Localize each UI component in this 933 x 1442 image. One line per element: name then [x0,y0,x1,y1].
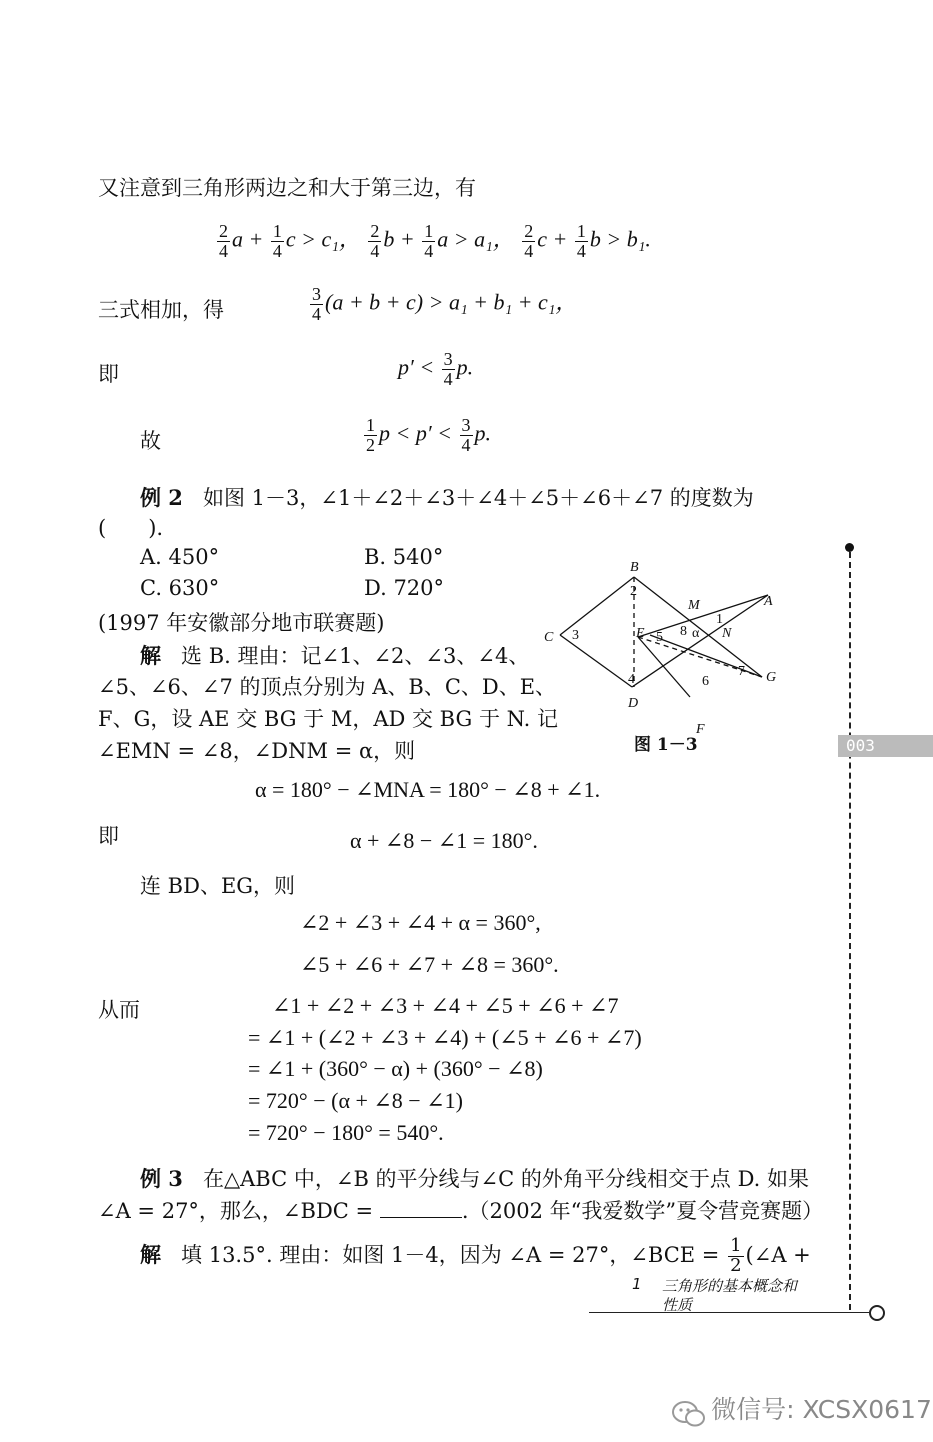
wechat-icon [672,1400,706,1428]
angle-label: 6 [702,674,709,689]
angle-label: 7 [738,664,745,679]
fraction: $\frac{1}{4}$ [576,221,586,261]
point-label: C [544,630,554,645]
equation: = 720° − 180° = 540°. [248,1120,444,1145]
solution-3: 解 填 13.5°. 理由：如图 1－4，因为 ∠A = 27°，∠BCE = $\frac{1}{2}$ (∠A + [140,1235,811,1276]
equation: = ∠1 + (360° − α) + (360° − ∠8) [248,1056,543,1081]
point-label: A [764,594,773,609]
point-label: N [722,626,732,641]
point-label: E [636,626,645,641]
text-line: 三式相加，得 [98,298,224,322]
example-title: 例 2 [140,485,183,510]
text-line: 即 [98,824,119,848]
answer-blank [380,1199,462,1218]
example-2 [140,482,754,512]
angle-label: 5 [656,630,663,645]
footer-ring-icon [869,1305,885,1321]
fraction: $\frac{1}{4}$ [424,221,434,261]
option-a: A. 450° [140,545,220,569]
equation: ∠5 + ∠6 + ∠7 + ∠8 = 360°. [300,952,559,977]
equation: $\frac{1}{2}$ p < p′ < $\frac{3}{4}$ p. [366,415,492,455]
equation: = 720° − (α + ∠8 − ∠1) [248,1088,463,1113]
angle-label: 2 [630,584,637,599]
fraction: $\frac{2}{4}$ [524,221,534,261]
equation: $\frac{3}{4}$ (a + b + c) > a₁ + b₁ + c₁， [312,284,578,324]
text-line: 从而 [98,998,140,1022]
angle-label: 8 [680,624,687,639]
angle-label: 1 [716,612,723,627]
point-label: D [628,696,639,711]
figure-1-3 [540,555,790,755]
example-text: 如图 1－3，∠1＋∠2＋∠3＋∠4＋∠5＋∠6＋∠7 的度数为 [202,486,754,510]
figure-caption: 图 1－3 [634,735,698,755]
page-number-tab [838,735,933,757]
inequality-row: $\frac{2}{4}$ a + $\frac{1}{4}$ c > c₁， $\frac{2}{4}$ b + $\frac{1}{4}$ a > a₁， $\frac{2}{4}$ c + $\frac{1}{4}$ b > b₁. [219,221,651,261]
equation: α = 180° − ∠MNA = 180° − ∠8 + ∠1. [255,777,601,802]
fraction: $\frac{2}{4}$ [219,221,228,261]
watermark [672,1390,932,1428]
text-line: 故 [140,429,161,453]
solution-line: ∠5、∠6、∠7 的顶点分别为 A、B、C、D、E、 [98,675,557,699]
text-line: 连 BD、EG，则 [140,874,296,898]
page-number: 003 [846,736,875,755]
option-c: C. 630° [140,576,220,600]
point-label: B [630,560,639,575]
answer-paren: ( ). [98,516,164,540]
footer-chapter-num: 1 [632,1275,642,1293]
angle-label: 3 [572,628,579,643]
margin-dashed-line [849,552,851,1310]
example-3-line2: ∠A = 27°，那么，∠BDC = .（2002 年“我爱数学”夏令营竞赛题） [98,1199,824,1223]
margin-dot [845,543,854,552]
angle-label: 4 [628,672,635,687]
option-d: D. 720° [364,576,445,600]
solution-line: 解 选 B. 理由：记∠1、∠2、∠3、∠4、 [140,643,530,668]
text-line: 即 [98,362,119,386]
example-3: 例 3 在△ABC 中，∠B 的平分线与∠C 的外角平分线相交于点 D. 如果 [140,1166,810,1191]
fraction: $\frac{1}{4}$ [272,221,282,261]
angle-label: α [692,626,700,641]
fraction: $\frac{2}{4}$ [370,221,380,261]
equation: p′ < $\frac{3}{4}$ p. [398,349,474,389]
equation: α + ∠8 − ∠1 = 180°. [350,828,538,853]
equation: ∠1 + ∠2 + ∠3 + ∠4 + ∠5 + ∠6 + ∠7 [272,993,619,1018]
footer-chapter-title-2: 性质 [662,1296,693,1314]
watermark-text: 微信号: XCSX0617 [711,1395,932,1424]
equation: ∠2 + ∠3 + ∠4 + α = 360°, [300,910,541,935]
point-label: G [766,670,777,685]
equation: = ∠1 + (∠2 + ∠3 + ∠4) + (∠5 + ∠6 + ∠7) [248,1025,642,1050]
text-line: 又注意到三角形两边之和大于第三边，有 [98,176,476,200]
point-label: F [696,722,705,737]
option-b: B. 540° [364,545,444,569]
footer-rule [589,1312,869,1313]
footer-chapter-title: 三角形的基本概念和 [662,1277,798,1295]
source: (1997 年安徽部分地市联赛题) [98,611,385,635]
solution-line: ∠EMN = ∠8，∠DNM = α，则 [98,739,416,763]
point-label: M [688,598,700,613]
solution-line: F、G，设 AE 交 BG 于 M，AD 交 BG 于 N. 记 [98,707,558,731]
